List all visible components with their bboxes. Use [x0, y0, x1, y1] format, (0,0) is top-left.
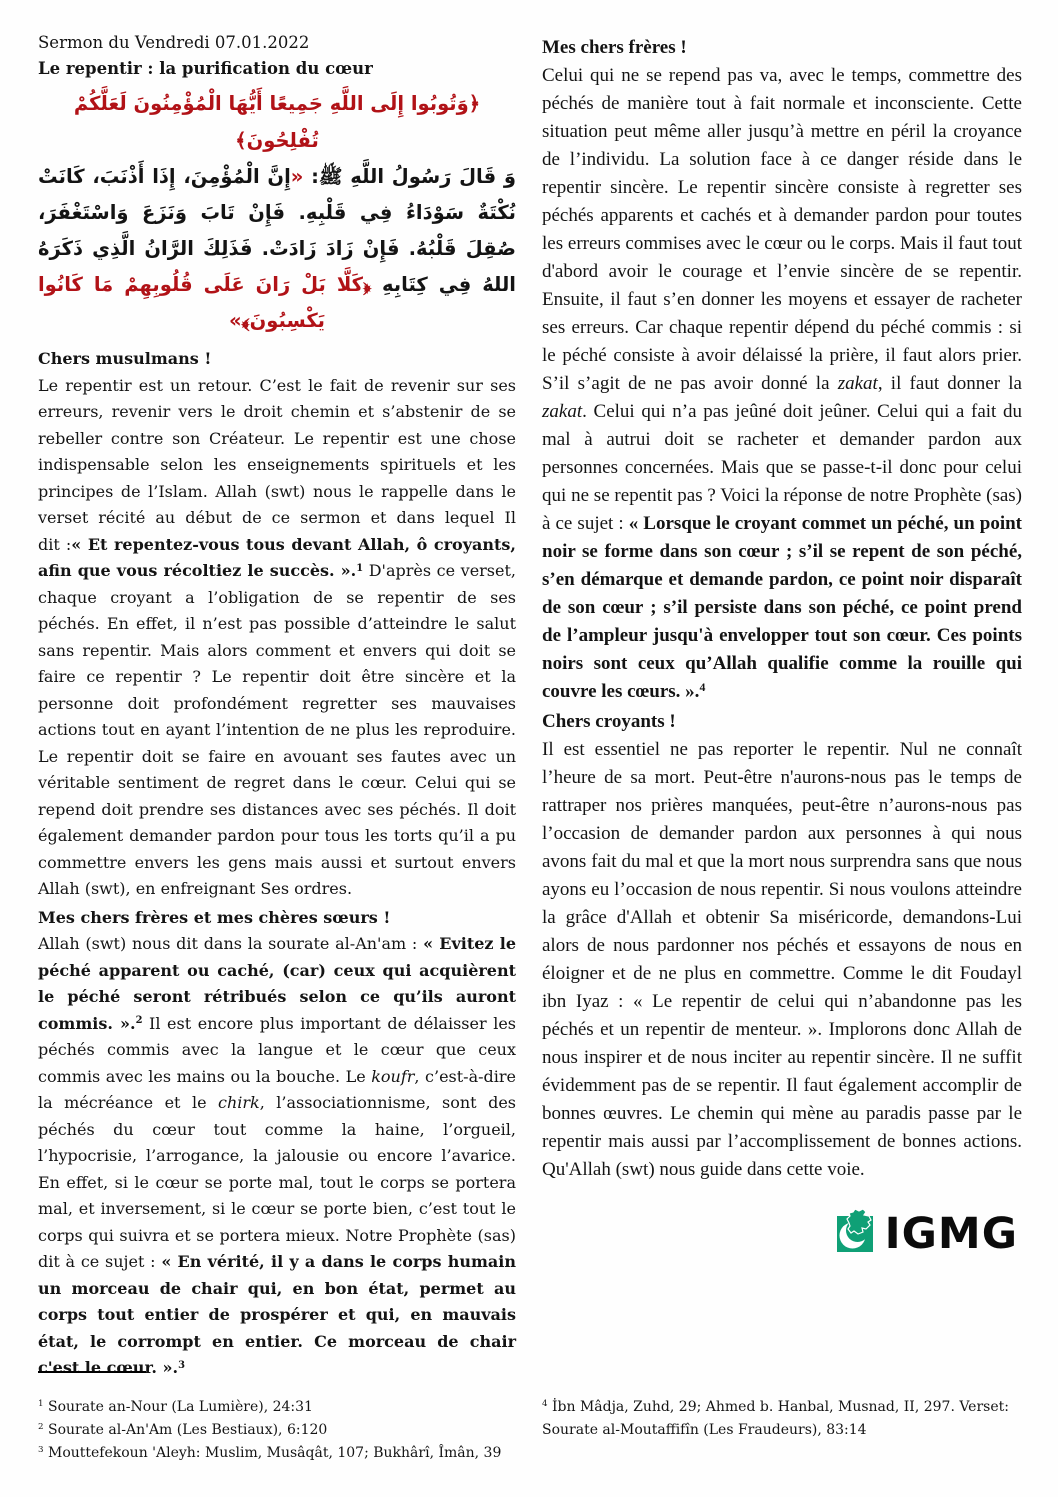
arabic-quran-verse: ﴿وَتُوبُوا إِلَى اللَّهِ جَمِيعًا أَيُّهَا الْمُؤْمِنُونَ لَعَلَّكُمْ تُفْلِحُونَ﴾: [73, 92, 481, 152]
section-paragraph-mes-chers-freres: Celui qui ne se repend pas va, avec le temps, commettre des péchés de manière tout à fait normale et inconsciente. Cette situation peut même aller jusqu’à mettre en péril la croyance de l’individu. La solution face à ce danger réside dans le repentir sincère. Le repentir sincère consiste à regretter ses péchés apparents et cachés et à demander pardon pour toutes les erreurs commises avec le cœur ou le corps. Mais il faut tout d'abord avoir le courage et l’envie sincère de se repentir. Ensuite, il faut s’en donner les moyens et essayer de racheter ses erreurs. Car chaque repentir dépend du péché commis : si le péché consiste à avoir délaissé la prière, il faut alors prier. S’il s’agit de ne pas avoir donné la zakat, il faut donner la zakat. Celui qui n’a pas jeûné doit jeûner. Celui qui a fait du mal à autrui doit se racheter et demander pardon aux personnes concernées. Mais que se passe-t-il donc pour celui qui ne se repentit pas ? Voici la réponse de notre Prophète (sas) à ce sujet : « Lorsque le croyant commet un péché, un point noir se forme dans son cœur ; s’il se repent de son péché, s’en démarque et demande pardon, ce point noir disparaît de son cœur ; s’il persiste dans son péché, ce point prend de l’ampleur jusqu'à envelopper tout son cœur. Ces points noirs sont ceux qu’Allah qualifie comme la rouille qui couvre les cœurs. ».$^4$: [542, 65, 1022, 702]
footnote-item-2: $^2$ Sourate al-An'Am (Les Bestiaux), 6:120: [38, 1422, 328, 1438]
left-column: [38, 30, 516, 1382]
section-heading-freres-et-soeurs: Mes chers frères et mes chères sœurs !: [38, 907, 391, 927]
arabic-hadith-text: وَ قَالَ رَسُولُ اللَّهِ ﷺ: «إِنَّ الْمُؤْمِنَ، إِذَا أَذْنَبَ، كَانَتْ نُكْتَةٌ سَوْدَاءُ فِي قَلْبِهِ. فَإِنْ تَابَ وَنَزَعَ وَاسْتَغْفَرَ، صُقِلَ قَلْبُهُ. فَإِنْ زَادَ زَادَتْ. فَذَلِكَ الرَّانُ الَّذِي ذَكَرَهُ اللهُ فِي كِتَابِهِ ﴿كَلَّا بَلْ رَانَ عَلَى قُلُوبِهِمْ مَا كَانُوا يَكْسِبُونَ﴾»: [38, 165, 516, 332]
right-column: [542, 32, 1022, 1261]
footnote-item-4: $^4$ İbn Mâdja, Zuhd, 29; Ahmed b. Hanbal, Musnad, II, 297. Verset: Sourate al-Moutaffifîn (Les Fraudeurs), 83:14: [542, 1399, 1009, 1438]
section-paragraph-chers-croyants: Il est essentiel ne pas reporter le repentir. Nul ne connaît l’heure de sa mort. Peut-être n'aurons-nous pas le temps de rattraper nos prières manquées, peut-être n’aurons-nous pas l’occasion de demander pardon aux personnes à qui nous avons fait du mal et que la mort nous surprendra sans que nous ayons eu l’occasion de nous repentir. Si nous voulons atteindre la grâce d'Allah et obtenir Sa miséricorde, demandons-Lui alors de nous pardonner nos péchés et essayons de nous en éloigner et de ne plus en commettre. Comme le dit Foudayl ibn Iyaz : « Le repentir de celui qui n’abandonne pas les péchés et un repentir de menteur. ». Implorons donc Allah de nous inspirer et de nous inciter au repentir sincère. Il ne suffit évidemment pas de se repentir. Il faut également accomplir de bonnes œuvres. Le chemin qui mène au paradis passe par le repentir mais aussi par l’accomplissement de bonnes actions. Qu'Allah (swt) nous guide dans cette voie.: [542, 739, 1022, 1180]
section-paragraph-freres-et-soeurs: Allah (swt) nous dit dans la sourate al-An'am : « Evitez le péché apparent ou caché, (car) ceux qui acquièrent le péché seront rétribués selon ce qu’ils auront commis. ».$^2$ Il est encore plus important de délaisser les péchés commis avec la langue et le cœur que ceux commis avec les mains ou la bouche. Le koufr, c’est-à-dire la mécréance et le chirk, l’associationnisme, sont des péchés du cœur tout comme la haine, l’orgueil, l’hypocrisie, l’arrogance, la jalousie ou encore l’avarice. En effet, si le cœur se porte mal, tout le corps se portera mal, et inversement, si le cœur se porte bien, c’est tout le corps qui suivra et se portera mieux. Notre Prophète (sas) dit à ce sujet : « En vérité, il y a dans le corps humain un morceau de chair qui, en bon état, permet au corps tout entier de prospérer et qui, en mauvais état, le corrompt en entier. Ce morceau de chair c'est le cœur. ».$^3$: [38, 934, 517, 1377]
footnotes-right: [542, 1396, 1022, 1442]
date-line: Sermon du Vendredi 07.01.2022: [38, 33, 310, 52]
footnote-separator: [38, 1371, 146, 1373]
footnotes-left: [38, 1396, 516, 1465]
footnote-item-3: $^3$ Mouttefekoun 'Aleyh: Muslim, Musâqât, 107; Bukhârî, Îmân, 39: [38, 1445, 502, 1461]
section-heading-chers-musulmans: Chers musulmans !: [38, 349, 212, 368]
igmg-crescent-europe-icon: [837, 1206, 875, 1261]
document-title: Le repentir : la purification du cœur: [38, 59, 373, 78]
section-heading-chers-croyants: Chers croyants !: [542, 711, 676, 732]
igmg-logo: [542, 1206, 1022, 1261]
igmg-wordmark: IGMG: [884, 1208, 1018, 1259]
footnote-item-1: $^1$ Sourate an-Nour (La Lumière), 24:31: [38, 1399, 313, 1415]
section-paragraph-chers-musulmans: Le repentir est un retour. C’est le fait de revenir sur ses erreurs, revenir vers le droit chemin et s’abstenir de se rebeller contre son Créateur. Le repentir est une chose indispensable selon les enseignements spirituels et les principes de l’Islam. Allah (swt) nous le rappelle dans le verset récité au début de ce sermon et dans lequel Il dit :« Et repentez-vous tous devant Allah, ô croyants, afin que vous récoltiez le succès. ».$^1$ D'après ce verset, chaque croyant a l’obligation de se repentir de ses péchés. En effet, il n’est pas possible d’atteindre le salut sans repentir. Mais alors comment et envers qui doit se faire ce repentir ? Le repentir doit être sincère et la personne doit profondément regretter ses mauvaises actions tout en ayant l’intention de ne plus les reproduire. Le repentir doit se faire en avouant ses fautes avec un véritable sentiment de regret dans le cœur. Celui qui se repend doit prendre ses distances avec ses péchés. Il doit également demander pardon pour tous les torts qu’il a pu commettre envers les gens mais aussi et surtout envers Allah (swt), en enfreignant Ses ordres.: [38, 375, 516, 898]
section-heading-mes-chers-freres: Mes chers frères !: [542, 37, 687, 58]
